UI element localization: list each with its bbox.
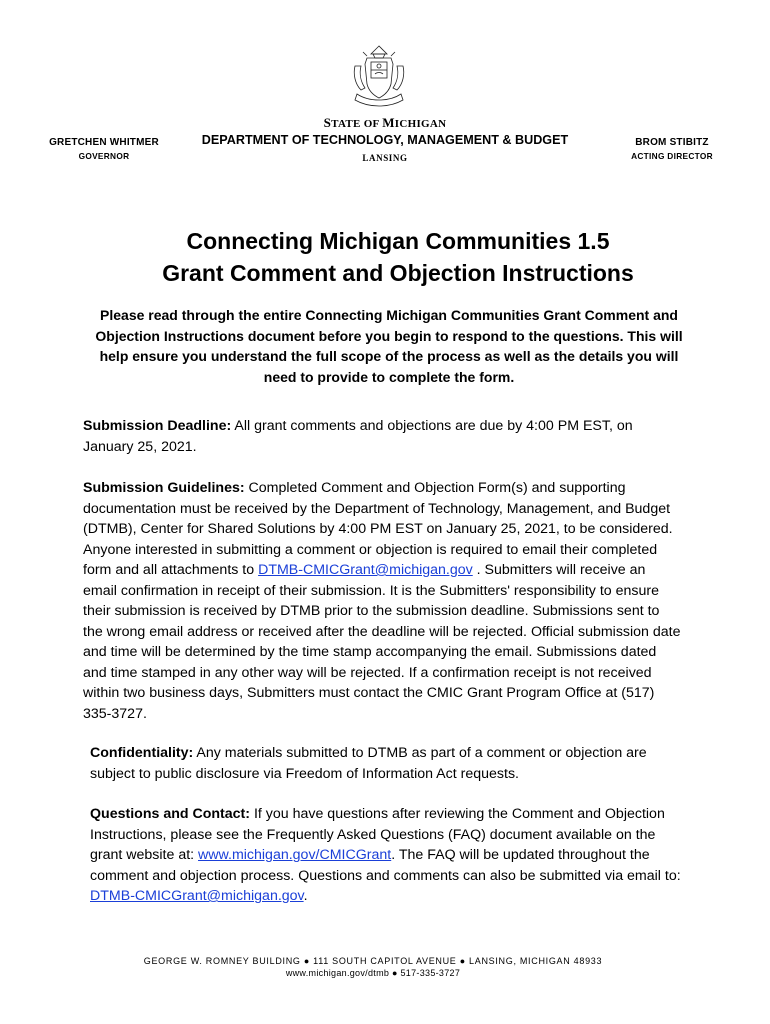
guidelines-text-end: . Submitters will receive an email confirmation in receipt of their submission. It is the Submitters' responsibility to ensure their submission is received by DTMB prior to the submission deadline. Submissions sent to the wrong email address or received after the deadline will be rejected. Official submission date and time will be determined by the time stamp accompanying the email. Submissions dated and time stamped in any other way will be rejected. If a confirmation receipt is not received within two business days, Submitters must contact the CMIC Grant Program Office at (517) 335-3727.	[83, 562, 681, 722]
footer-address: GEORGE W. ROMNEY BUILDING ● 111 SOUTH CAPITOL AVENUE ● LANSING, MICHIGAN 48933	[143, 956, 603, 966]
confidentiality-label: Confidentiality:	[90, 745, 194, 761]
guidelines-text-start: Completed Comment and Objection Form(s) and supporting documentation must be received by the Department of Technology, Management, and Budget (DTMB), Center for Shared Solutions by 4:00 PM EST on January 25, 2021, to be considered. Anyone interested in submitting a comment or objection is required to email their completed form and all attachments to	[83, 480, 673, 578]
state-initial-s: S	[323, 115, 332, 130]
title-line-1: Connecting Michigan Communities 1.5	[186, 228, 610, 254]
submission-deadline-paragraph	[83, 416, 643, 457]
deadline-label: Submission Deadline:	[83, 418, 232, 434]
confidentiality-text: Any materials submitted to DTMB as part of a comment or objection are subject to public disclosure via Freedom of Information Act requests.	[90, 745, 647, 782]
intro-paragraph: Please read through the entire Connecting Michigan Communities Grant Comment and Objection Instructions document before you begin to respond to the questions. This will help ensure you understand the full scope of the process as well as the details you will need to provide to complete the form.	[95, 307, 683, 385]
confidentiality-paragraph	[90, 743, 690, 784]
questions-contact-paragraph	[90, 804, 690, 907]
director-name: BROM STIBITZ	[635, 137, 709, 148]
state-word-tate-of: TATE OF	[331, 118, 383, 130]
state-word-ichigan: ICHIGAN	[394, 118, 447, 130]
page-footer	[0, 955, 746, 979]
governor-title: GOVERNOR	[78, 151, 130, 161]
grant-website-link[interactable]: www.michigan.gov/CMICGrant	[198, 847, 392, 863]
title-line-2: Grant Comment and Objection Instructions	[162, 260, 634, 286]
director-title: ACTING DIRECTOR	[631, 151, 713, 161]
michigan-state-seal-icon	[349, 44, 409, 108]
questions-email-link[interactable]: DTMB-CMICGrant@michigan.gov	[90, 888, 304, 904]
department-name: DEPARTMENT OF TECHNOLOGY, MANAGEMENT & BUDGET	[201, 133, 569, 147]
deadline-text: All grant comments and objections are due by 4:00 PM EST, on January 25, 2021.	[83, 418, 633, 455]
footer-contact: www.michigan.gov/dtmb ● 517-335-3727	[285, 968, 461, 978]
governor-name: GRETCHEN WHITMER	[49, 137, 159, 148]
document-title	[0, 225, 770, 289]
questions-text-middle: . The FAQ will be updated throughout the comment and objection process. Questions and comments can also be submitted via email to:	[90, 847, 681, 884]
city-name: LANSING	[362, 153, 408, 163]
state-initial-m: M	[382, 115, 395, 130]
questions-label: Questions and Contact:	[90, 806, 251, 822]
questions-text-end: .	[303, 888, 308, 904]
submission-guidelines-paragraph	[83, 478, 683, 724]
questions-text-start: If you have questions after reviewing the Comment and Objection Instructions, please see the Frequently Asked Questions (FAQ) document available on the grant website at:	[90, 806, 665, 863]
state-of-michigan-heading	[0, 115, 770, 131]
director-block	[616, 137, 728, 161]
guidelines-email-link[interactable]: DTMB-CMICGrant@michigan.gov	[258, 562, 473, 578]
guidelines-label: Submission Guidelines:	[83, 480, 245, 496]
